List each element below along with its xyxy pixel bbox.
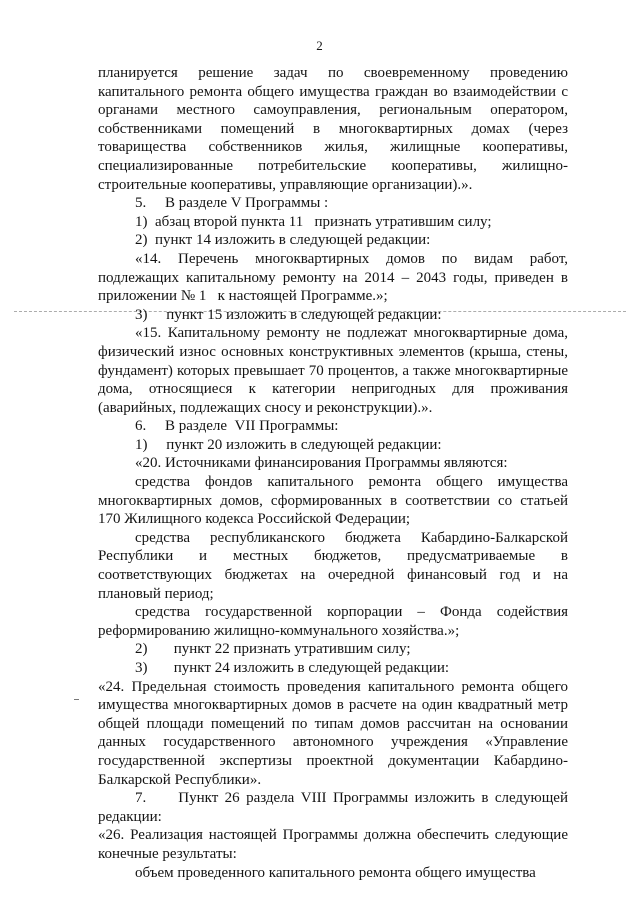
paragraph: «26. Реализация настоящей Программы должна обеспечить следующие конечные результаты: (98, 827, 568, 862)
paragraph: средства республиканского бюджета Кабардино-Балкарской Республики и местных бюджетов, предусматриваемые в соответствующих бюджетах на очередной финансовый год и на плановый период; (98, 529, 568, 602)
paragraph: «20. Источниками финансирования Программы являются: (135, 455, 508, 472)
paragraph: «15. Капитальному ремонту не подлежат многоквартирные дома, физический износ основных конструктивных элементов (крыша, стены, фундамент) которых превышает 70 процентов, а также многоквартирные дома, относящиеся к категории непригодных для проживания (аварийных, подлежащих сносу и реконструкции).». (98, 325, 568, 416)
document-body (98, 64, 568, 882)
paragraph: «24. Предельная стоимость проведения капитального ремонта общего имущества многоквартирных домов в расчете на один квадратный метр общей площади помещений по типам домов рассчитан на основании данных государственного автономного учреждения «Управление государственной экспертизы проектной документации Кабардино-Балкарской Республики». (98, 678, 568, 788)
paragraph: 6. В разделе VII Программы: (135, 418, 339, 435)
paragraph: 2) пункт 14 изложить в следующей редакции: (135, 232, 431, 249)
paragraph: 2) пункт 22 признать утратившим силу; (135, 641, 411, 658)
paragraph: средства государственной корпорации – Фонда содействия реформированию жилищно-коммунального хозяйства.»; (98, 604, 568, 639)
paragraph: 1) абзац второй пункта 11 признать утратившим силу; (135, 213, 492, 230)
paragraph: 1) пункт 20 изложить в следующей редакции: (135, 436, 442, 453)
paragraph: объем проведенного капитального ремонта общего имущества (135, 864, 536, 881)
paragraph: планируется решение задач по своевременному проведению капитального ремонта общего имущества граждан во взаимодействии с органами местного самоуправления, региональным оператором, собственниками помещений в многоквартирных домах (через товарищества собственников жилья, жилищные кооперативы, специализированные потребительские кооперативы, жилищно-строительные кооперативы, управляющие организации).». (98, 65, 568, 193)
paragraph: 7. Пункт 26 раздела VIII Программы изложить в следующей редакции: (98, 790, 568, 825)
paragraph: 3) пункт 24 изложить в следующей редакции: (135, 660, 450, 676)
page-number: 2 (316, 38, 323, 53)
paragraph: 5. В разделе V Программы : (135, 195, 329, 212)
margin-mark (74, 699, 79, 700)
paragraph: 3) пункт 15 изложить в следующей редакции: (135, 306, 442, 323)
paragraph: средства фондов капитального ремонта общего имущества многоквартирных домов, сформированных в соответствии со статьей 170 Жилищного кодекса Российской Федерации; (98, 474, 568, 528)
paragraph: «14. Перечень многоквартирных домов по видам работ, подлежащих капитальному ремонту на 2014 – 2043 годы, приведен в приложении № 1 к настоящей Программе.»; (98, 250, 568, 305)
